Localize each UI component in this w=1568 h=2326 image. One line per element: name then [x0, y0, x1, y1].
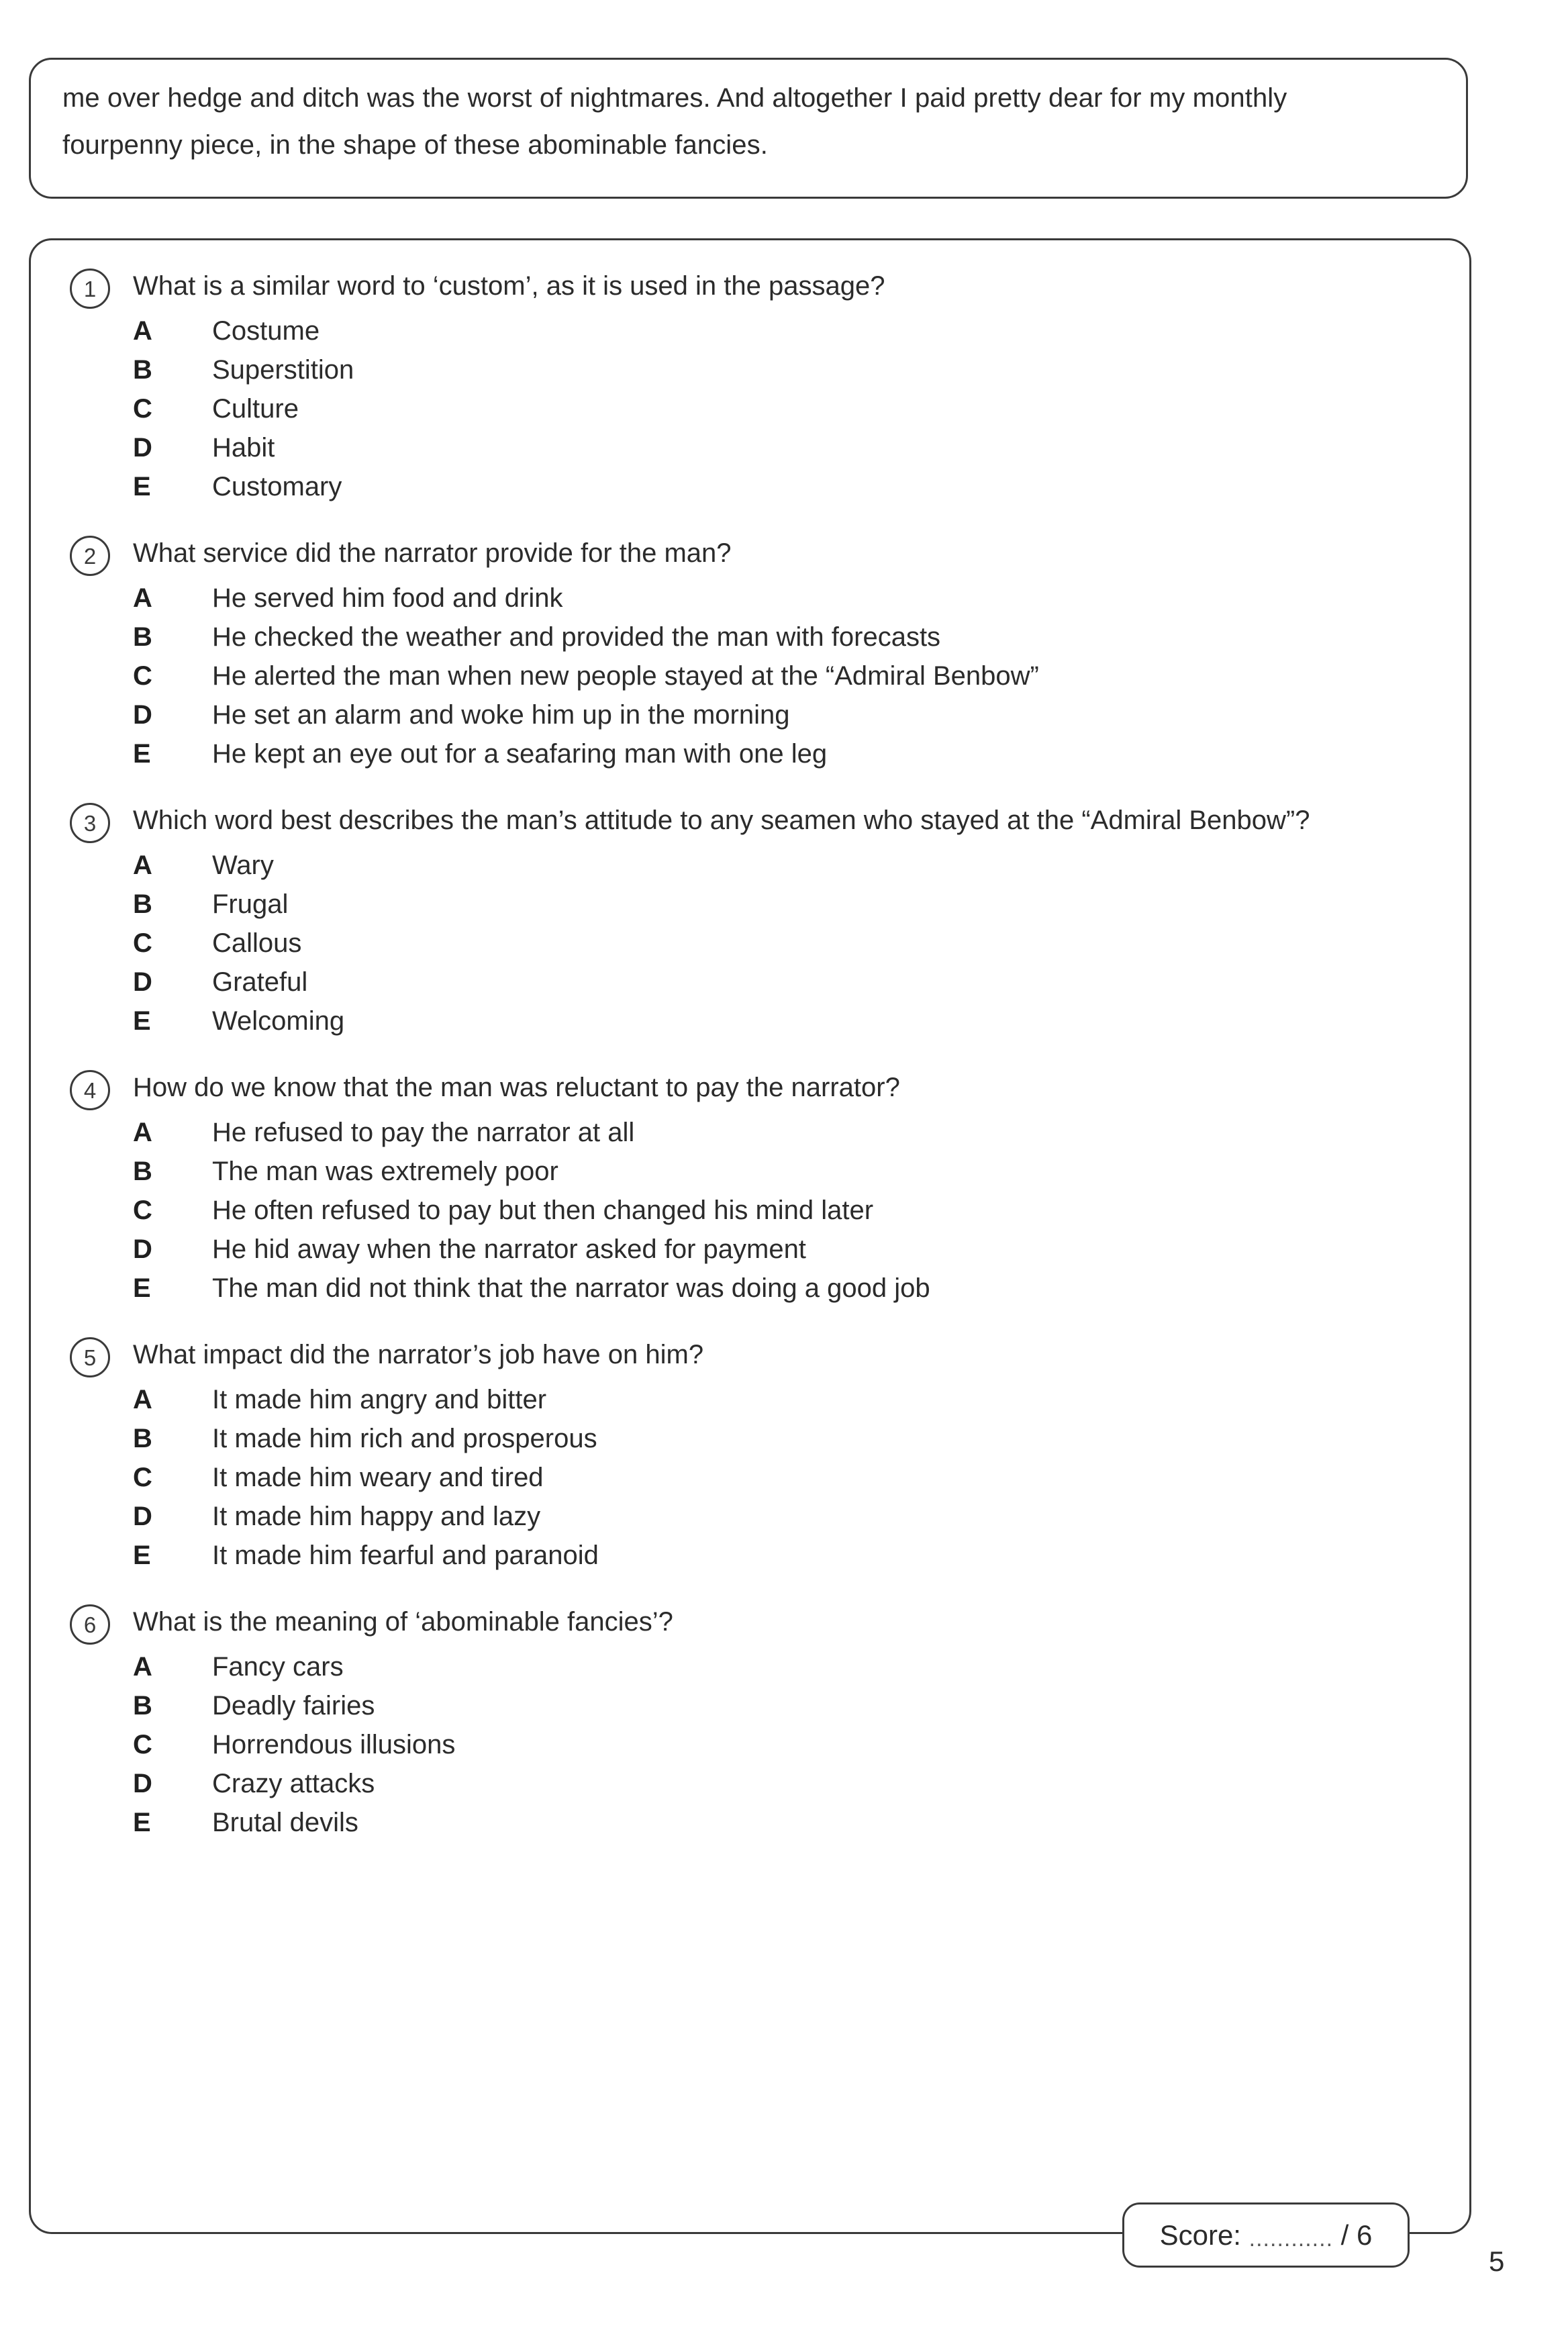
- question-block: [31, 267, 1469, 506]
- question-number-circle: 5: [70, 1337, 110, 1377]
- option-text: He refused to pay the narrator at all: [212, 1118, 635, 1147]
- question-text: What impact did the narrator’s job have on him?: [133, 1340, 704, 1369]
- option-text: Costume: [212, 316, 320, 346]
- option-letter: D: [133, 1234, 152, 1264]
- option-letter: B: [133, 1157, 152, 1186]
- option-letter: D: [133, 967, 152, 997]
- answer-option[interactable]: [133, 428, 1469, 467]
- answer-option[interactable]: [133, 885, 1469, 924]
- option-text: Wary: [212, 851, 274, 880]
- answer-option[interactable]: [133, 1647, 1469, 1686]
- option-text: The man did not think that the narrator was doing a good job: [212, 1273, 930, 1303]
- option-text: The man was extremely poor: [212, 1157, 558, 1186]
- option-letter: A: [133, 1652, 152, 1682]
- answer-option[interactable]: [133, 1686, 1469, 1725]
- answer-option[interactable]: [133, 389, 1469, 428]
- option-text: Welcoming: [212, 1006, 345, 1036]
- score-blank-line[interactable]: ............: [1248, 2226, 1334, 2251]
- option-letter: C: [133, 1196, 152, 1225]
- answer-option[interactable]: [133, 846, 1469, 885]
- option-text: It made him angry and bitter: [212, 1385, 547, 1414]
- score-total: / 6: [1333, 2219, 1373, 2251]
- answer-option[interactable]: [133, 1191, 1469, 1230]
- question-number-circle: 3: [70, 803, 110, 843]
- questions-list: [31, 240, 1469, 1870]
- answer-option[interactable]: [133, 1230, 1469, 1269]
- option-letter: E: [133, 1808, 151, 1837]
- answer-option[interactable]: [133, 657, 1469, 695]
- option-text: It made him fearful and paranoid: [212, 1541, 599, 1570]
- option-letter: B: [133, 889, 152, 919]
- answer-option[interactable]: [133, 311, 1469, 350]
- option-text: Horrendous illusions: [212, 1730, 456, 1759]
- option-letter: B: [133, 355, 152, 385]
- answer-option[interactable]: [133, 1458, 1469, 1497]
- option-letter: D: [133, 1769, 152, 1798]
- answer-option[interactable]: [133, 1269, 1469, 1308]
- option-letter: C: [133, 1730, 152, 1759]
- option-text: Superstition: [212, 355, 354, 385]
- option-text: He served him food and drink: [212, 583, 563, 613]
- answer-option[interactable]: [133, 1002, 1469, 1040]
- option-letter: D: [133, 1502, 152, 1531]
- answer-option[interactable]: [133, 1803, 1469, 1842]
- passage-text: me over hedge and ditch was the worst of nightmares. And altogether I paid pretty dear for my monthly fourpenny piece, in the shape of these abominable fancies.: [62, 83, 1287, 160]
- option-letter: C: [133, 394, 152, 424]
- answer-option[interactable]: [133, 1497, 1469, 1536]
- question-text: What service did the narrator provide for the man?: [133, 538, 732, 568]
- option-letter: B: [133, 622, 152, 652]
- option-text: Brutal devils: [212, 1808, 358, 1837]
- option-text: Habit: [212, 433, 275, 463]
- option-letter: D: [133, 700, 152, 730]
- option-letter: E: [133, 1273, 151, 1303]
- answer-option[interactable]: [133, 1152, 1469, 1191]
- answer-option[interactable]: [133, 963, 1469, 1002]
- option-text: He checked the weather and provided the man with forecasts: [212, 622, 941, 652]
- option-letter: C: [133, 1463, 152, 1492]
- questions-box: [29, 238, 1471, 2234]
- option-letter: A: [133, 583, 152, 613]
- option-letter: C: [133, 661, 152, 691]
- question-number-circle: 6: [70, 1604, 110, 1645]
- answer-option[interactable]: [133, 467, 1469, 506]
- option-text: Fancy cars: [212, 1652, 344, 1682]
- score-label: Score:: [1159, 2219, 1249, 2251]
- answer-option[interactable]: [133, 924, 1469, 963]
- option-text: He set an alarm and woke him up in the morning: [212, 700, 790, 730]
- answer-option[interactable]: [133, 350, 1469, 389]
- option-text: Frugal: [212, 889, 289, 919]
- question-text: What is the meaning of ‘abominable fancies’?: [133, 1607, 673, 1637]
- answer-option[interactable]: [133, 734, 1469, 773]
- question-text: What is a similar word to ‘custom’, as it is used in the passage?: [133, 271, 885, 301]
- answer-option[interactable]: [133, 1536, 1469, 1575]
- option-letter: B: [133, 1691, 152, 1721]
- option-letter: E: [133, 1006, 151, 1036]
- answer-option[interactable]: [133, 1419, 1469, 1458]
- option-text: It made him rich and prosperous: [212, 1424, 597, 1453]
- question-text: How do we know that the man was reluctant to pay the narrator?: [133, 1073, 900, 1102]
- question-number-circle: 2: [70, 536, 110, 576]
- option-text: Deadly fairies: [212, 1691, 375, 1721]
- option-letter: A: [133, 1118, 152, 1147]
- answer-option[interactable]: [133, 1380, 1469, 1419]
- option-text: Customary: [212, 472, 342, 501]
- passage-box: [29, 58, 1468, 199]
- option-letter: D: [133, 433, 152, 463]
- answer-option[interactable]: [133, 1764, 1469, 1803]
- option-letter: B: [133, 1424, 152, 1453]
- question-number-circle: 4: [70, 1070, 110, 1110]
- score-box[interactable]: [1122, 2202, 1410, 2268]
- option-letter: E: [133, 1541, 151, 1570]
- option-text: He often refused to pay but then changed his mind later: [212, 1196, 874, 1225]
- option-letter: E: [133, 739, 151, 769]
- option-text: Culture: [212, 394, 299, 424]
- option-text: Grateful: [212, 967, 308, 997]
- question-block: [31, 1069, 1469, 1308]
- question-text: Which word best describes the man’s attitude to any seamen who stayed at the “Admiral Benbow”?: [133, 806, 1310, 835]
- option-text: Crazy attacks: [212, 1769, 375, 1798]
- question-block: [31, 802, 1469, 1040]
- question-block: [31, 534, 1469, 773]
- answer-option[interactable]: [133, 695, 1469, 734]
- option-text: He alerted the man when new people stayed at the “Admiral Benbow”: [212, 661, 1039, 691]
- answer-option[interactable]: [133, 618, 1469, 657]
- question-number-circle: 1: [70, 269, 110, 309]
- option-letter: A: [133, 316, 152, 346]
- question-block: [31, 1336, 1469, 1575]
- option-letter: C: [133, 928, 152, 958]
- option-text: He hid away when the narrator asked for payment: [212, 1234, 806, 1264]
- option-letter: A: [133, 1385, 152, 1414]
- option-text: It made him weary and tired: [212, 1463, 544, 1492]
- option-text: It made him happy and lazy: [212, 1502, 541, 1531]
- option-letter: E: [133, 472, 151, 501]
- question-block: [31, 1603, 1469, 1842]
- option-letter: A: [133, 851, 152, 880]
- answer-option[interactable]: [133, 579, 1469, 618]
- page-number: 5: [1489, 2245, 1505, 2277]
- answer-option[interactable]: [133, 1113, 1469, 1152]
- answer-option[interactable]: [133, 1725, 1469, 1764]
- option-text: Callous: [212, 928, 302, 958]
- option-text: He kept an eye out for a seafaring man with one leg: [212, 739, 828, 769]
